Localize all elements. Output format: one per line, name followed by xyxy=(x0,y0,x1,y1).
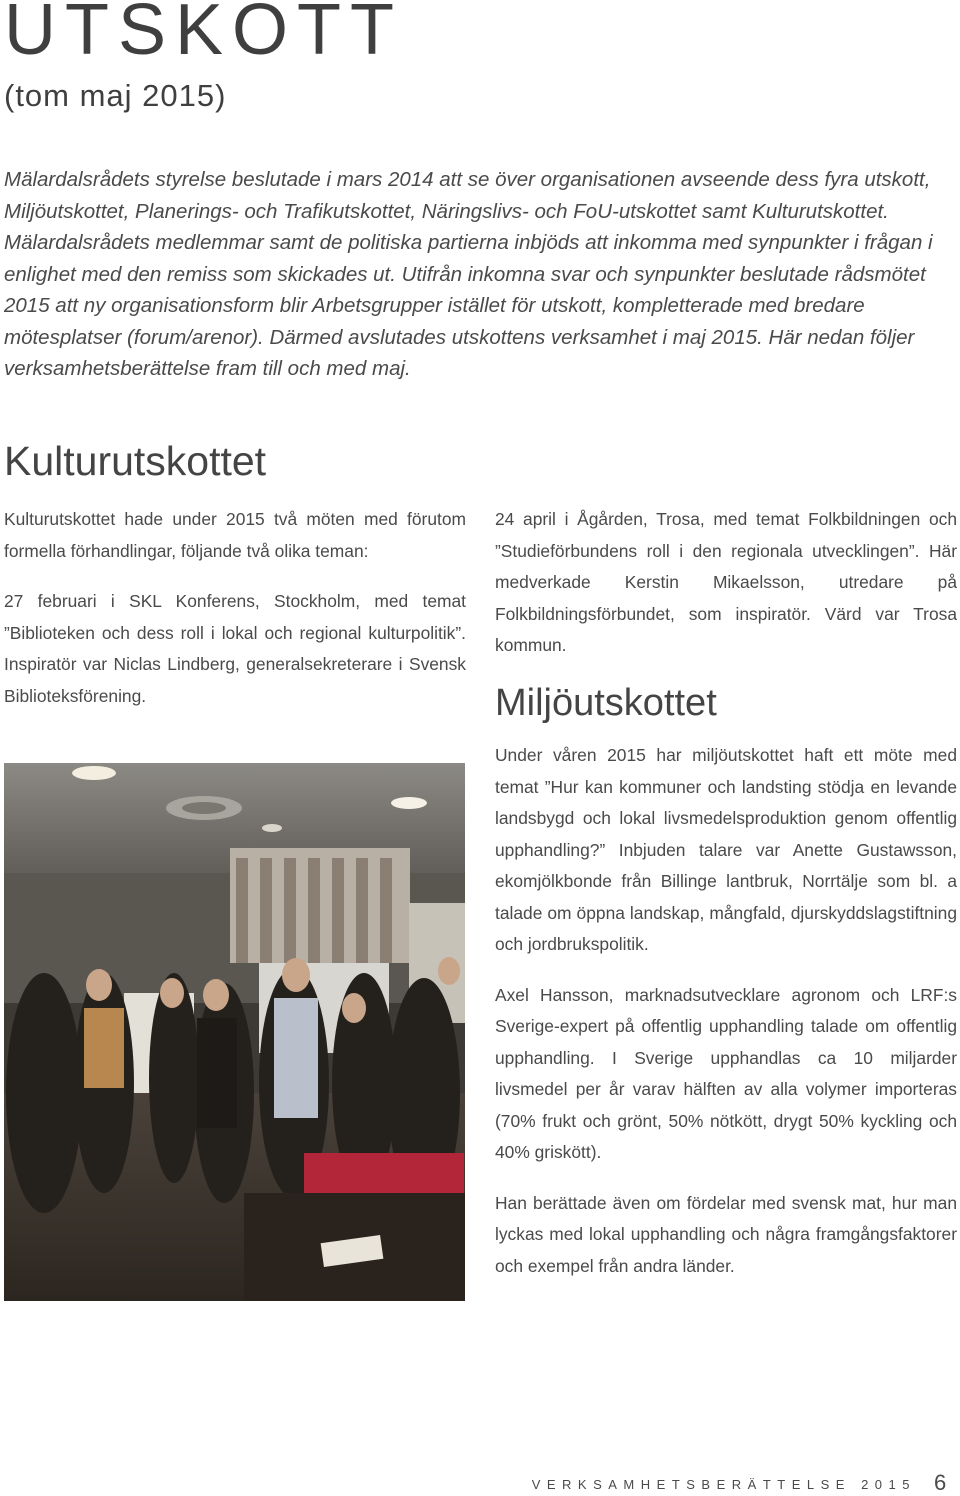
miljo-paragraph-2: Axel Hansson, marknadsutvecklare agronom och LRF:s Sverige-expert på offentlig upphandling talade om offentlig upphandling. I Sverige upphandlas ca 10 miljarder livsmedel per år varav hälften av alla volymer importeras (70% frukt och grönt, 50% nötkött, drygt 50% kyckling och 40% griskött). xyxy=(495,984,957,1163)
page-number: 6 xyxy=(934,1470,947,1495)
kultur-paragraph-2: 27 februari i SKL Konferens, Stockholm, med temat ”Biblioteken och dess roll i lokal och regional kulturpolitik”. Inspiratör var Niclas Lindberg, generalsekreterare i Svensk Biblioteksförening. xyxy=(4,591,466,706)
kulturutskottet-heading: Kulturutskottet xyxy=(4,438,267,484)
left-column xyxy=(4,504,466,731)
right-column xyxy=(495,504,957,1301)
page-title: UTSKOTT xyxy=(4,0,403,70)
footer-label: VERKSAMHETSBERÄTTELSE 2015 xyxy=(531,1477,916,1492)
kultur-paragraph-3: 24 april i Ågården, Trosa, med temat Folkbildningen och ”Studieförbundens roll i den regionala utvecklingen”. Här medverkade Kerstin Mikaelsson, utredare på Folkbildningsförbundet, som inspiratör. Värd var Trosa kommun. xyxy=(495,509,957,655)
miljo-paragraph-1: Under våren 2015 har miljöutskottet haft ett möte med temat ”Hur kan kommuner och landsting stödja en levande landsbygd och lokal livsmedelsproduktion genom offentlig upphandling?” Inbjuden talare var Anette Gustawsson, ekomjölkbonde från Billinge lantbruk, Norrtälje som bl. a talade om öppna landskap, mångfald, djurskyddslagstiftning och jordbrukspolitik. xyxy=(495,745,957,955)
meeting-photo xyxy=(4,763,465,1301)
page-subtitle: (tom maj 2015) xyxy=(4,78,227,113)
miljo-paragraph-3: Han berättade även om fördelar med svensk mat, hur man lyckas med lokal upphandling och några framgångsfaktorer och exempel från andra länder. xyxy=(495,1192,957,1276)
intro-paragraph: Mälardalsrådets styrelse beslutade i mars 2014 att se över organisationen avseende dess fyra utskott, Miljöutskottet, Planerings- och Trafikutskottet, Näringslivs- och FoU-utskottet samt Kulturutskottet. Mälardalsrådets medlemmar samt de politiska partierna inbjöds att inkomma med synpunkter i frågan i enlighet med den remiss som skickades ut. Utifrån inkomna svar och synpunkter beslutade rådsmötet 2015 att ny organisationsform blir Arbetsgrupper istället för utskott, kompletterade med bredare mötesplatser (forum/arenor). Därmed avslutades utskottens verksamhet i maj 2015. Här nedan följer verksamhetsberättelse fram till och med maj. xyxy=(4,168,933,380)
miljoutskottet-heading: Miljöutskottet xyxy=(495,681,717,724)
kultur-paragraph-1: Kulturutskottet hade under 2015 två möten med förutom formella förhandlingar, följande två olika teman: xyxy=(4,509,466,561)
